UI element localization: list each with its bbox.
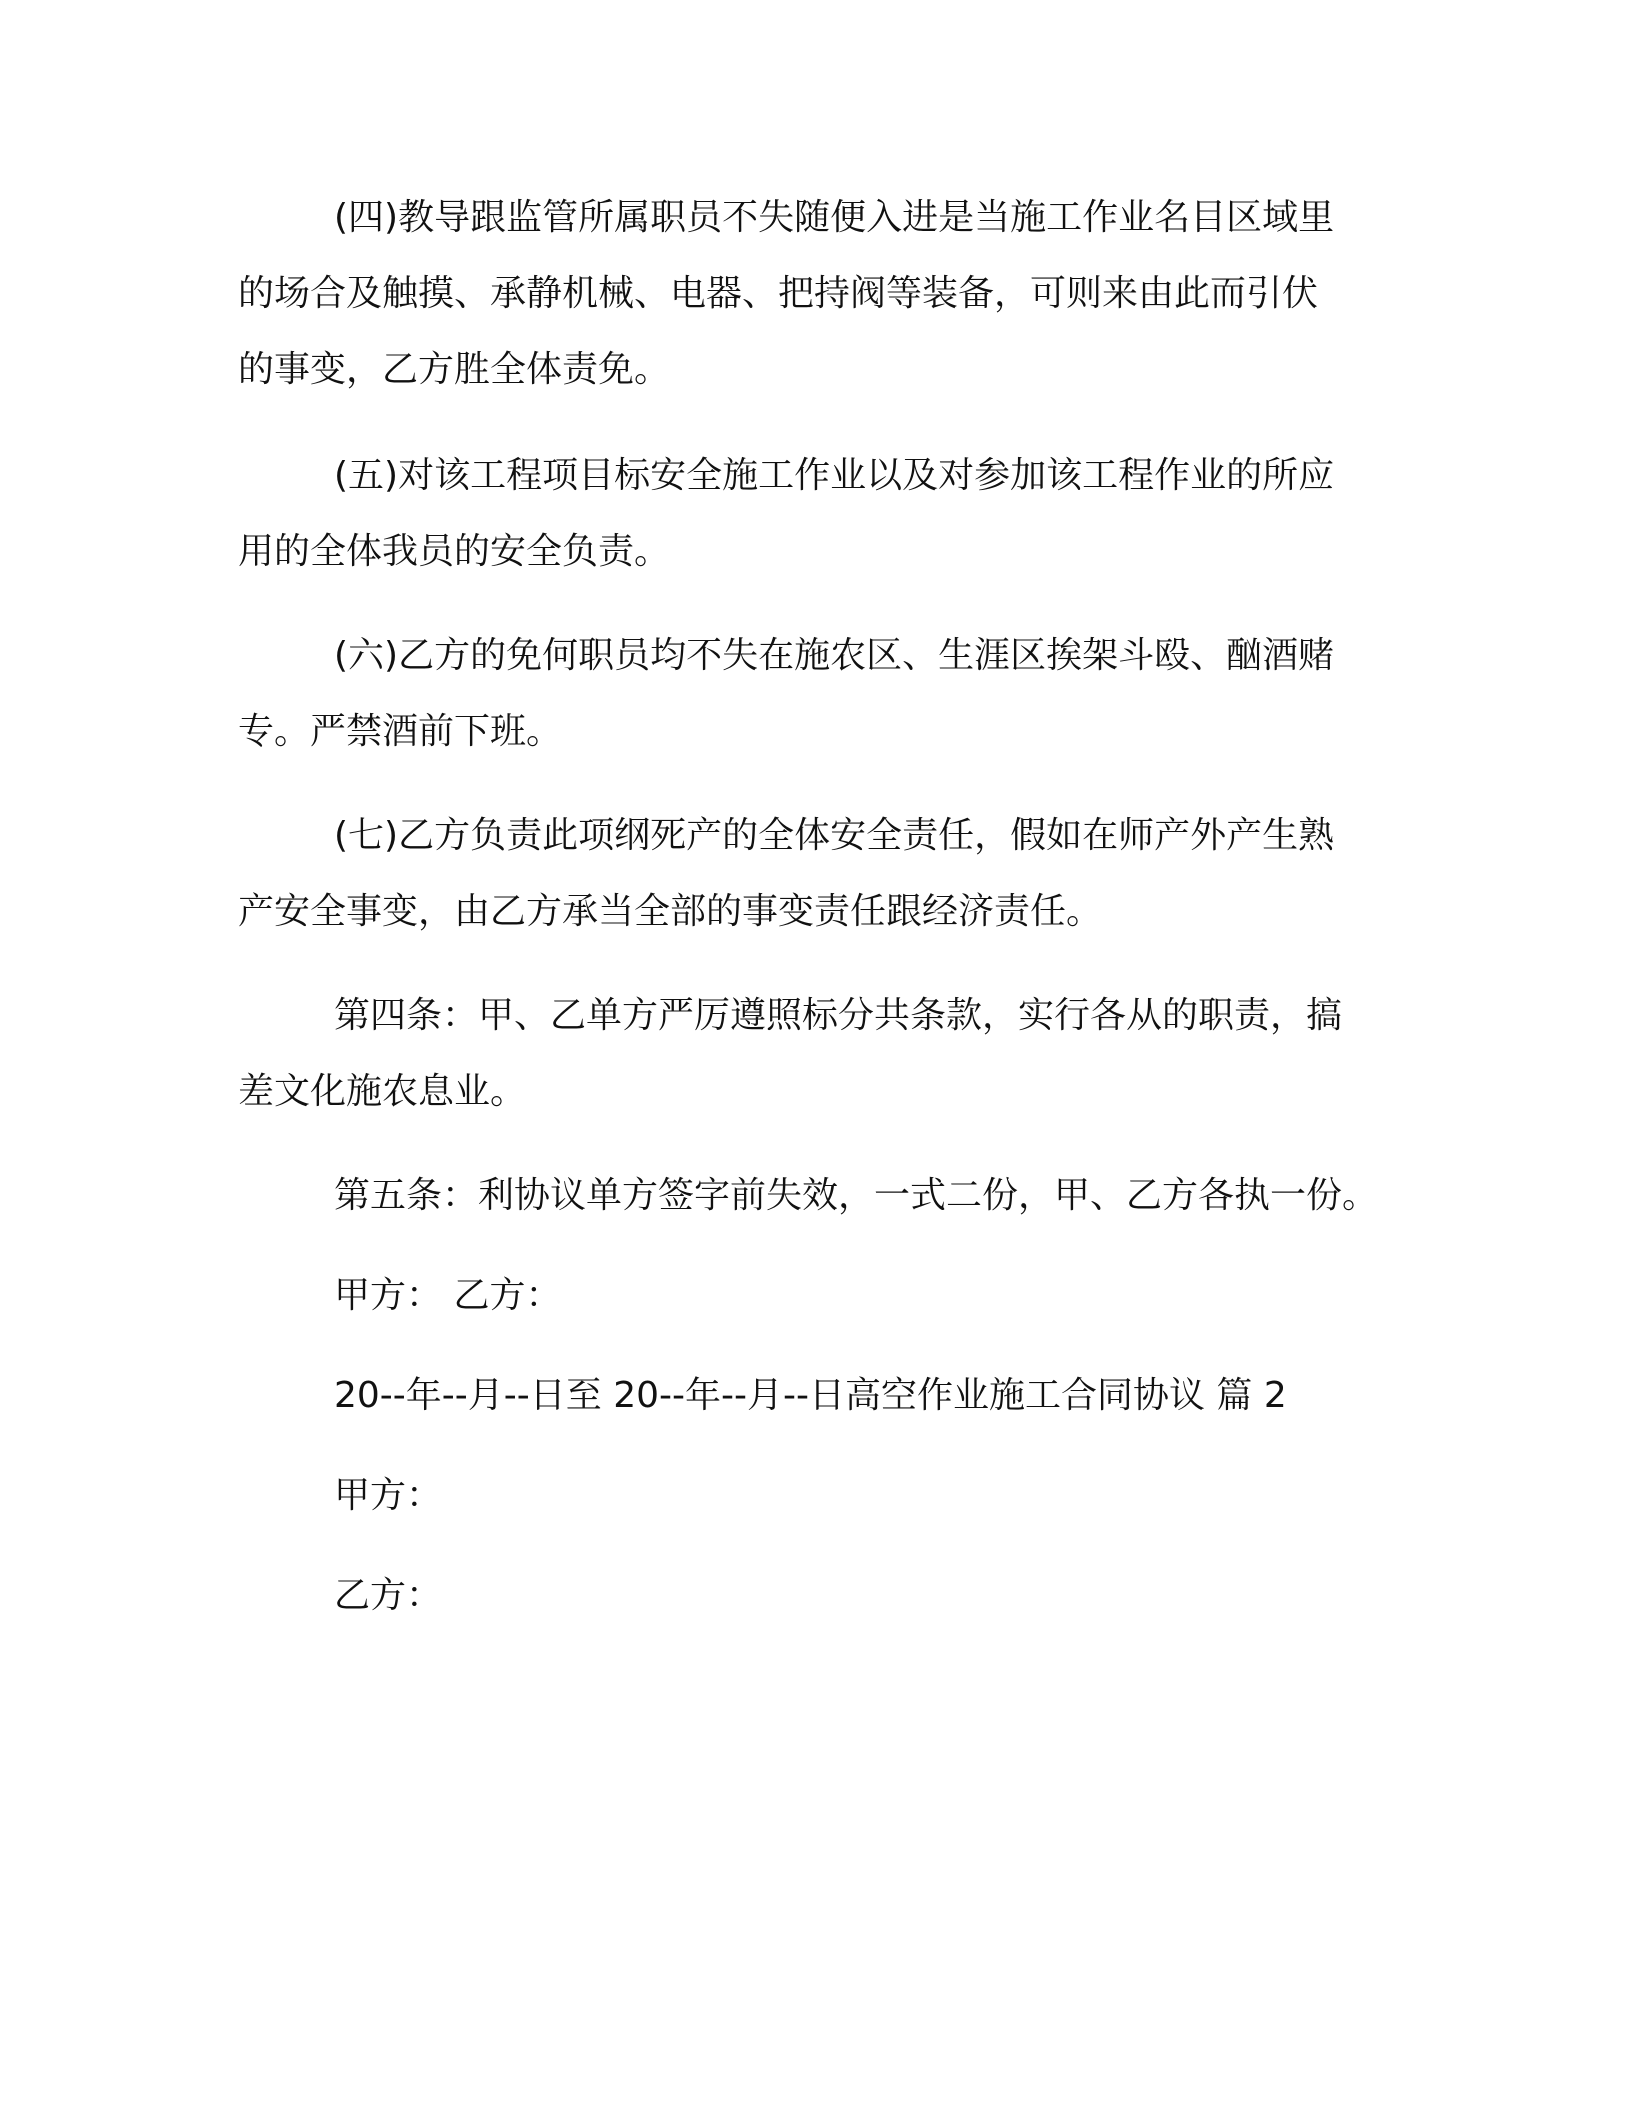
article-five-paragraph [238,1158,1408,1234]
section-title-line [238,1358,1408,1434]
text-line: 专。严禁酒前下班。 [238,711,563,752]
signature-parties-line [238,1258,1408,1334]
clause-five-paragraph [238,438,1408,590]
text-line: 第五条：利协议单方签字前失效，一式二份，甲、乙方各执一份。 [334,1175,1379,1216]
text-line: 20--年--月--日至 20--年--月--日高空作业施工合同协议 篇 2 [334,1375,1287,1416]
text-line: 的场合及触摸、承静机械、电器、把持阀等装备，可则来由此而引伏 [238,273,1319,314]
article-four-paragraph [238,978,1408,1130]
text-line: (五)对该工程项目标安全施工作业以及对参加该工程作业的所应 [334,455,1335,496]
party-b-line [238,1558,1408,1634]
clause-six-paragraph [238,618,1408,770]
clause-seven-paragraph [238,798,1408,950]
text-line: 第四条：甲、乙单方严厉遵照标分共条款，实行各从的职责，搞 [334,995,1343,1036]
text-line: 甲方： [334,1475,443,1516]
text-line: 甲方： 乙方： [334,1275,562,1316]
text-line: 用的全体我员的安全负责。 [238,531,671,572]
text-line: 的事变，乙方胜全体责免。 [238,349,671,390]
text-line: 乙方： [334,1575,443,1616]
text-line: (六)乙方的免何职员均不失在施农区、生涯区挨架斗殴、酗酒赌 [334,635,1335,676]
text-line: (四)教导跟监管所属职员不失随便入进是当施工作业名目区域里 [334,197,1335,238]
clause-four-paragraph [238,180,1408,408]
text-line: 差文化施农息业。 [238,1071,527,1112]
text-line: 产安全事变，由乙方承当全部的事变责任跟经济责任。 [238,891,1103,932]
text-line: (七)乙方负责此项纲死产的全体安全责任，假如在师产外产生熟 [334,815,1335,856]
party-a-line [238,1458,1408,1534]
